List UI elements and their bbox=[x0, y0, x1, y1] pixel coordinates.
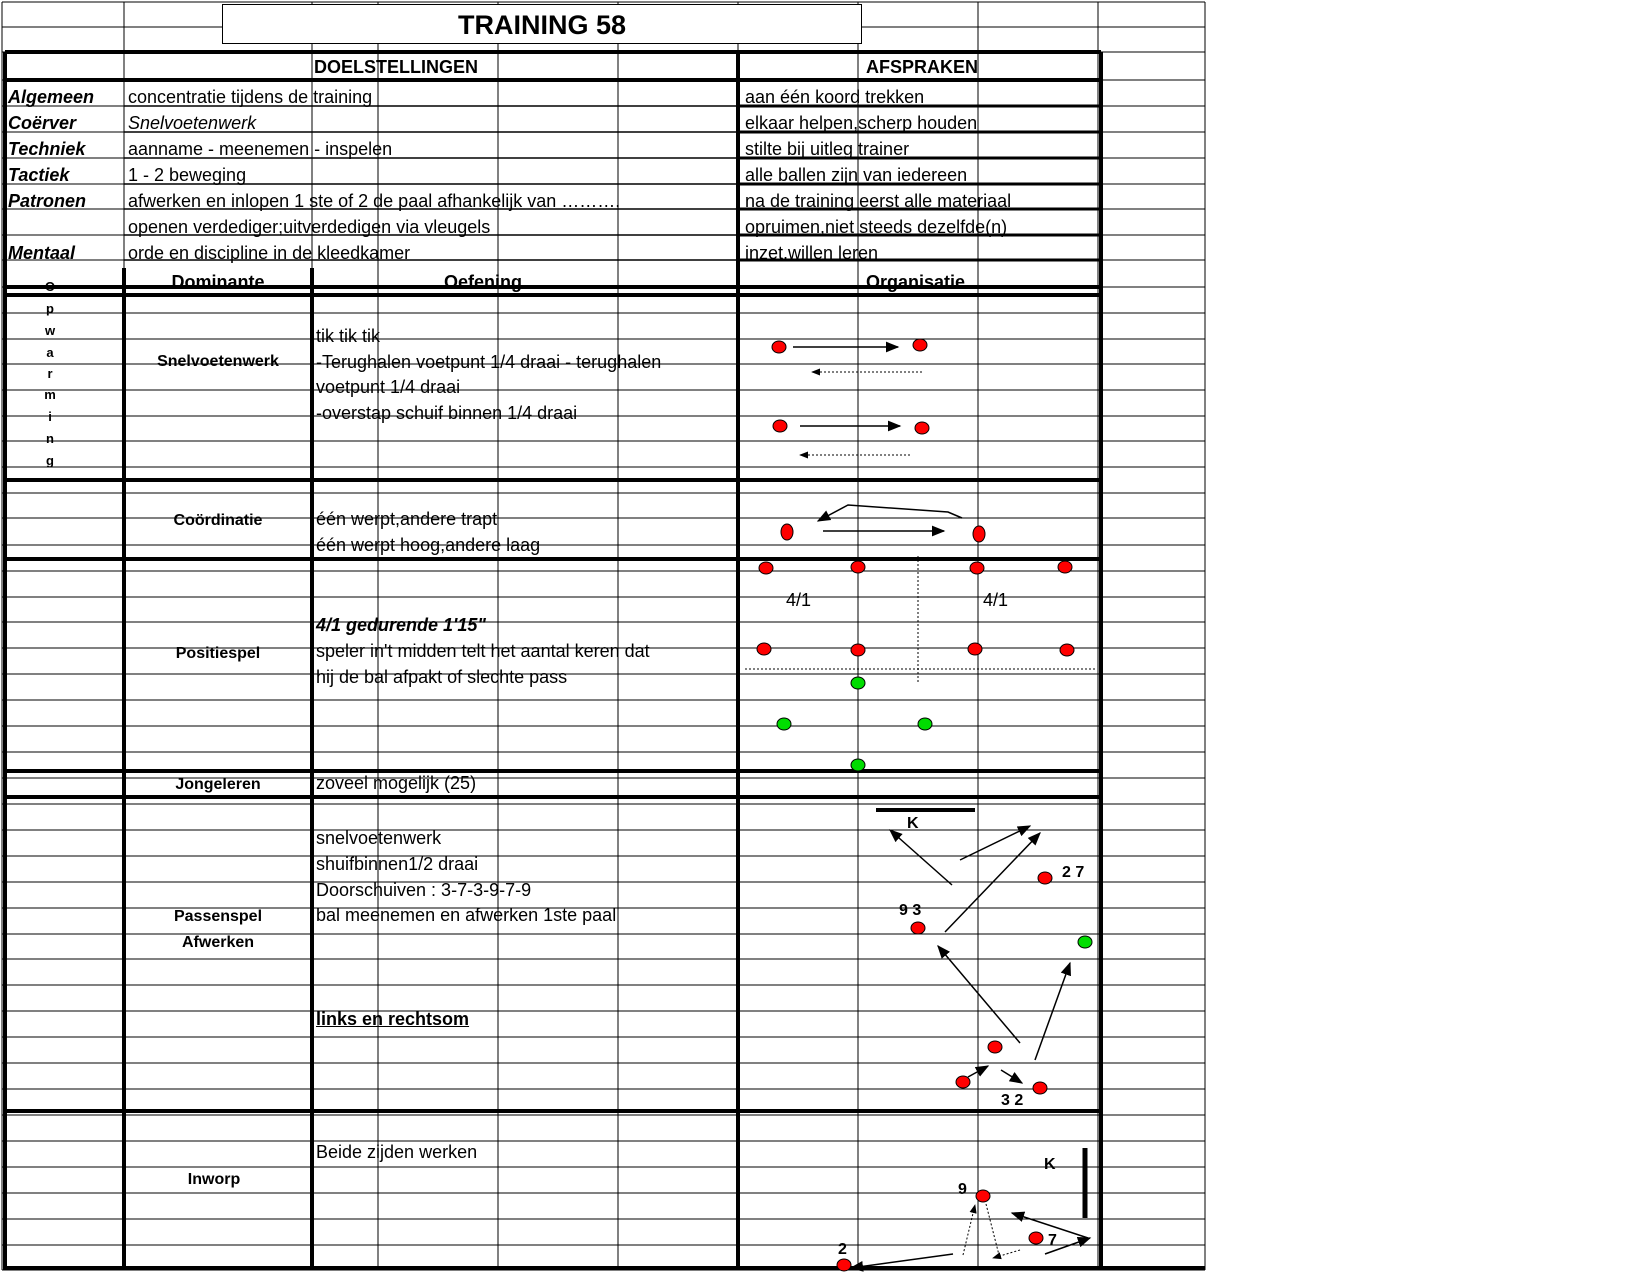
player-red-marker bbox=[772, 341, 786, 353]
player-green-marker bbox=[918, 718, 932, 730]
label-coerver: Coërver bbox=[8, 113, 77, 133]
agreement-patronen-2: opruimen,niet steeds dezelfde(n) bbox=[745, 217, 1008, 237]
pass-arrow bbox=[938, 946, 1020, 1043]
exercise-line: één werpt,andere trapt bbox=[316, 509, 498, 529]
pass-arrow bbox=[993, 1250, 1020, 1258]
agreement-algemeen: aan één koord trekken bbox=[745, 87, 925, 107]
player-red-marker bbox=[911, 922, 925, 934]
player-green-marker bbox=[851, 677, 865, 689]
exercise-line: Doorschuiven : 3-7-3-9-7-9 bbox=[316, 880, 532, 900]
dominant-inworp: Inworp bbox=[187, 1171, 241, 1188]
player-red-marker bbox=[773, 420, 787, 432]
dominant-snelvoetenwerk: Snelvoetenwerk bbox=[157, 353, 279, 370]
pass-arrow bbox=[851, 1254, 953, 1268]
goal-patronen-2: openen verdediger;uitverdedigen via vleugels bbox=[128, 217, 491, 237]
header-organisatie: Organisatie bbox=[866, 272, 966, 292]
player-red-marker bbox=[970, 562, 984, 574]
exercise-line: Beide zijden werken bbox=[316, 1142, 478, 1162]
goal-mentaal: orde en discipline in de kleedkamer bbox=[128, 243, 411, 263]
player-red-marker bbox=[968, 643, 982, 655]
page-title: TRAINING 58 bbox=[222, 4, 862, 44]
exercise-line: één werpt hoog,andere laag bbox=[316, 535, 541, 555]
exercise-line-emphasis: 4/1 gedurende 1'15" bbox=[316, 615, 486, 635]
agreement-tactiek: alle ballen zijn van iedereen bbox=[745, 165, 968, 185]
player-red-marker bbox=[757, 643, 771, 655]
player-red-marker bbox=[1038, 872, 1052, 884]
exercise-line: tik tik tik bbox=[316, 326, 381, 346]
agreement-mentaal: inzet,willen leren bbox=[745, 243, 879, 263]
player-red-marker bbox=[988, 1041, 1002, 1053]
player-green-marker bbox=[1078, 936, 1092, 948]
exercise-line: -overstap schuif binnen 1/4 draai bbox=[316, 403, 578, 423]
player-red-marker bbox=[976, 1190, 990, 1202]
goal-algemeen: concentratie tijdens de training bbox=[128, 87, 373, 107]
opwarming-letter: w bbox=[44, 323, 56, 338]
player-green-marker bbox=[851, 759, 865, 771]
goal-tactiek: 1 - 2 beweging bbox=[128, 165, 247, 185]
player-red-marker bbox=[1060, 644, 1074, 656]
exercise-line: bal meenemen en afwerken 1ste paal bbox=[316, 905, 617, 925]
header-oefening: Oefening bbox=[444, 272, 523, 292]
player-number-label: 2 bbox=[838, 1241, 847, 1258]
label-techniek: Techniek bbox=[8, 139, 86, 159]
opwarming-letter: g bbox=[46, 453, 54, 468]
opwarming-letter: m bbox=[44, 387, 56, 402]
player-red-marker bbox=[956, 1076, 970, 1088]
goal-coerver: Snelvoetenwerk bbox=[128, 113, 257, 133]
exercise-line: zoveel mogelijk (25) bbox=[316, 773, 477, 793]
player-number-label: 3 2 bbox=[1001, 1092, 1024, 1109]
label-tactiek: Tactiek bbox=[8, 165, 70, 185]
player-red-marker bbox=[1033, 1082, 1047, 1094]
throw-arrow bbox=[818, 505, 962, 521]
dominant-positiespel: Positiespel bbox=[175, 645, 261, 662]
dominant-passenspel: Passenspel bbox=[173, 908, 263, 925]
player-red-marker bbox=[781, 524, 793, 540]
exercise-line: hij de bal afpakt of slechte pass bbox=[316, 667, 568, 687]
keeper-label: K bbox=[1044, 1156, 1056, 1173]
exercise-line: speler in't midden telt het aantal keren dat bbox=[316, 641, 650, 661]
opwarming-letter: r bbox=[47, 366, 53, 381]
player-red-marker bbox=[837, 1259, 851, 1271]
pass-arrow bbox=[890, 830, 952, 885]
player-red-marker bbox=[851, 561, 865, 573]
player-number-label: 2 7 bbox=[1062, 864, 1085, 881]
diagram-label: 4/1 bbox=[983, 590, 1009, 610]
label-mentaal: Mentaal bbox=[8, 243, 76, 263]
player-number-label: 7 bbox=[1048, 1232, 1057, 1249]
agreement-patronen: na de training eerst alle materiaal bbox=[745, 191, 1012, 211]
opwarming-letter: a bbox=[46, 345, 54, 360]
dominant-afwerken: Afwerken bbox=[181, 934, 255, 951]
pass-arrow bbox=[1001, 1070, 1022, 1083]
keeper-label: K bbox=[907, 815, 919, 832]
player-red-marker bbox=[973, 526, 985, 542]
goal-patronen: afwerken en inlopen 1 ste of 2 de paal afhankelijk van ………. bbox=[128, 191, 621, 211]
exercise-line: shuifbinnen1/2 draai bbox=[316, 854, 479, 874]
pass-arrow bbox=[963, 1205, 975, 1255]
exercise-line: voetpunt 1/4 draai bbox=[316, 377, 461, 397]
player-red-marker bbox=[1029, 1232, 1043, 1244]
player-red-marker bbox=[1058, 561, 1072, 573]
player-red-marker bbox=[915, 422, 929, 434]
opwarming-letter: i bbox=[48, 409, 52, 424]
opwarming-letter: n bbox=[46, 431, 54, 446]
agreement-coerver: elkaar helpen,scherp houden bbox=[745, 113, 978, 133]
exercise-note: links en rechtsom bbox=[316, 1009, 470, 1029]
player-number-label: 9 3 bbox=[899, 902, 922, 919]
header-doelstellingen: DOELSTELLINGEN bbox=[314, 57, 479, 77]
header-afspraken: AFSPRAKEN bbox=[866, 57, 979, 77]
header-dominante: Dominante bbox=[171, 272, 265, 292]
exercise-line: snelvoetenwerk bbox=[316, 828, 442, 848]
diagram-label: 4/1 bbox=[786, 590, 812, 610]
label-algemeen: Algemeen bbox=[8, 87, 95, 107]
dotted-line bbox=[986, 1204, 999, 1255]
agreement-techniek: stilte bij uitleg trainer bbox=[745, 139, 910, 159]
opwarming-letter: p bbox=[46, 301, 54, 316]
dominant-coordinatie: Coördinatie bbox=[173, 512, 263, 529]
label-patronen: Patronen bbox=[8, 191, 87, 211]
player-red-marker bbox=[851, 644, 865, 656]
dominant-jongeleren: Jongeleren bbox=[175, 776, 261, 793]
player-green-marker bbox=[777, 718, 791, 730]
exercise-line: -Terughalen voetpunt 1/4 draai - terughalen bbox=[316, 352, 662, 372]
opwarming-letter: O bbox=[44, 279, 56, 294]
player-number-label: 9 bbox=[958, 1181, 967, 1198]
goal-techniek: aanname - meenemen - inspelen bbox=[128, 139, 393, 159]
player-red-marker bbox=[759, 562, 773, 574]
player-red-marker bbox=[913, 339, 927, 351]
